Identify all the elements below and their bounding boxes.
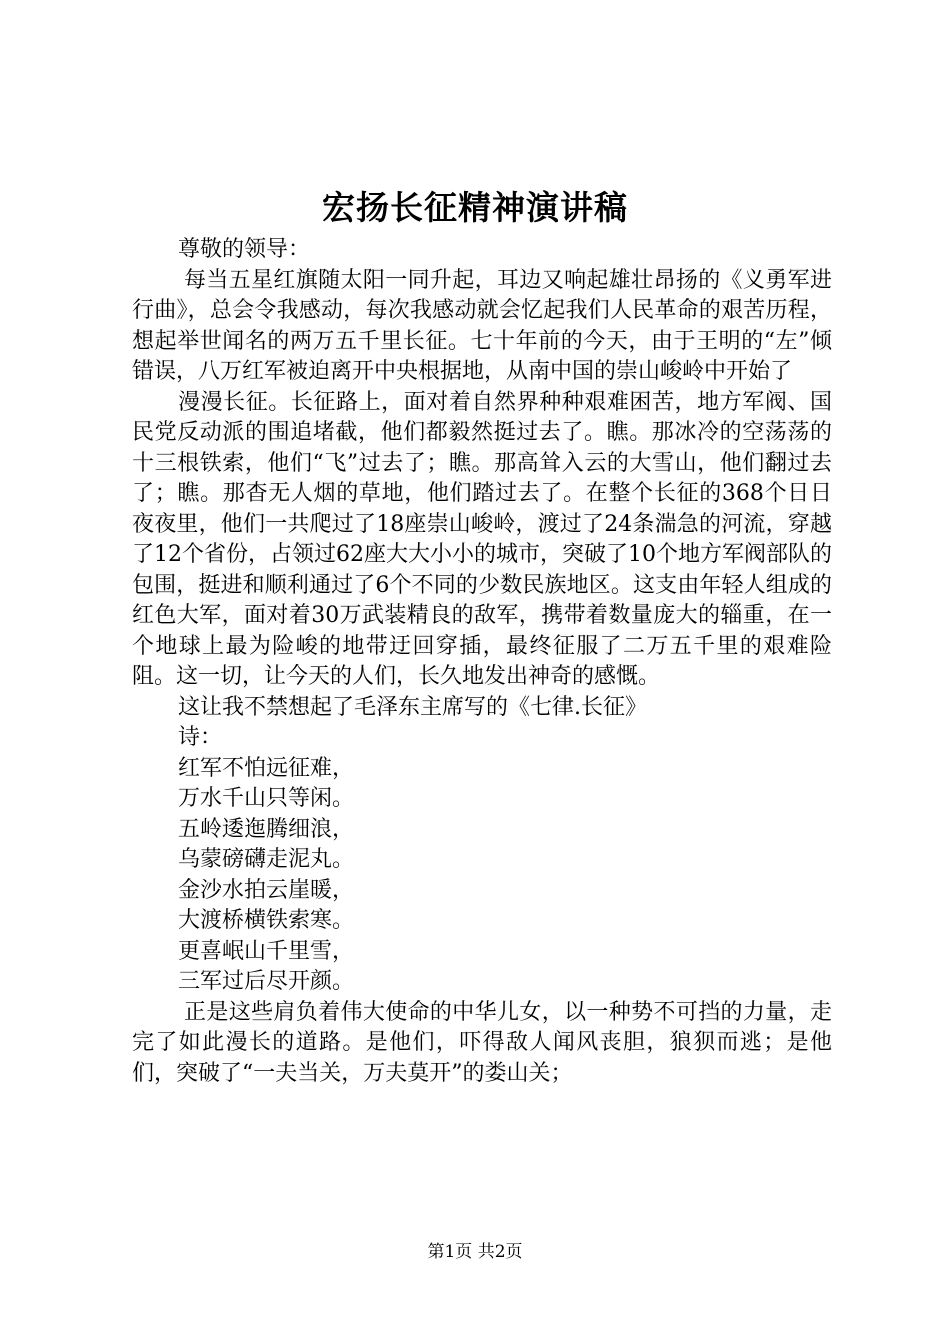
- salutation: 尊敬的领导：: [178, 237, 311, 262]
- poem-line: 更喜岷山千里雪，: [178, 938, 355, 964]
- poem-line: 大渡桥横铁索寒。: [178, 908, 355, 933]
- poem-line: 金沙水拍云崖暖，: [178, 877, 355, 903]
- poem-line: 红军不怕远征难，: [178, 755, 355, 781]
- poem-line: 三军过后尽开颜。: [178, 969, 355, 994]
- paragraph-1: 每当五星红旗随太阳一同升起，耳边又响起雄壮昂扬的《义勇军进行曲》，总会令我感动，每次我感动就会忆起我们人民革命的艰苦历程，想起举世闻名的两万五千里长征。七十年前的今天，由于王明的“左”倾错误，八万红军被迫离开中央根据地，从南中国的崇山峻岭中开始了: [132, 267, 832, 384]
- poem-line: 乌蒙磅礴走泥丸。: [178, 847, 355, 872]
- closing-paragraph: 正是这些肩负着伟大使命的中华儿女，以一种势不可挡的力量，走完了如此漫长的道路。是他们，吓得敌人闻风丧胆，狼狈而逃；是他们，突破了“一夫当关，万夫莫开”的娄山关；: [132, 999, 832, 1086]
- page-footer: 第1页 共2页: [427, 1242, 523, 1262]
- document-body: [132, 235, 832, 1089]
- poem-intro-label: 诗：: [178, 725, 223, 750]
- paragraph-2: 漫漫长征。长征路上，面对着自然界种种艰难困苦，地方军阀、国民党反动派的围追堵截，他们都毅然挺过去了。瞧。那冰冷的空荡荡的十三根铁索，他们“飞”过去了；瞧。那高耸入云的大雪山，他们翻过去了；瞧。那杳无人烟的草地，他们踏过去了。在整个长征的368个日日夜夜里，他们一共爬过了18座崇山峻岭，渡过了24条湍急的河流，穿越了12个省份，占领过62座大大小小的城市，突破了10个地方军阀部队的包围，挺进和顺利通过了6个不同的少数民族地区。这支由年轻人组成的红色大军，面对着30万武装精良的敌军，携带着数量庞大的辎重，在一个地球上最为险峻的地带迂回穿插，最终征服了二万五千里的艰难险阻。这一切，让今天的人们，长久地发出神奇的感慨。: [132, 389, 832, 689]
- poem-intro: 这让我不禁想起了毛泽东主席写的《七律.长征》: [178, 694, 647, 720]
- poem-line: 万水千山只等闲。: [178, 786, 355, 811]
- document-title: 宏扬长征精神演讲稿: [322, 188, 628, 227]
- poem-line: 五岭逶迤腾细浪，: [178, 816, 355, 842]
